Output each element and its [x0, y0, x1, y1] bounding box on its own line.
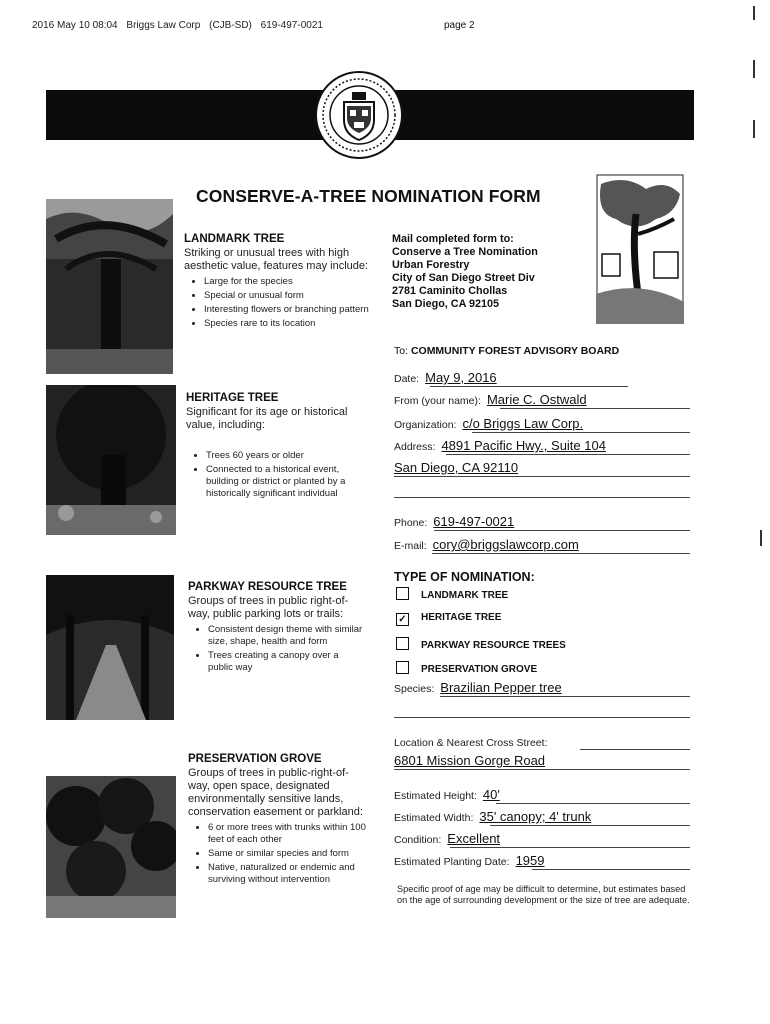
divider: [394, 717, 690, 718]
list-item: • Trees creating a canopy over a public way: [208, 650, 366, 674]
landmark-description: Striking or unusual trees with high aesthetic value, features may include:: [184, 247, 369, 272]
parkway-heading: PARKWAY RESOURCE TREE: [188, 581, 347, 593]
planting-date-label: Estimated Planting Date:: [394, 856, 510, 868]
organization-label: Organization:: [394, 419, 457, 431]
list-item: • Large for the species: [204, 276, 374, 288]
divider: [430, 386, 628, 387]
landmark-tree-photo: [46, 199, 173, 374]
list-item: • Connected to a historical event, building or district or planted by a historically significant individual: [206, 464, 371, 500]
condition-value[interactable]: Excellent: [447, 831, 501, 846]
date-value[interactable]: May 9, 2016: [425, 370, 497, 385]
heritage-description: Significant for its age or historical value, including:: [186, 406, 348, 431]
divider: [496, 803, 690, 804]
heritage-tree-photo: [46, 385, 176, 535]
email-label: E-mail:: [394, 540, 427, 552]
location-label: Location & Nearest Cross Street:: [394, 737, 548, 749]
list-item: • 6 or more trees with trunks within 100 feet of each other: [208, 822, 366, 846]
from-label: From (your name):: [394, 395, 481, 407]
preservation-grove-checkbox[interactable]: [396, 661, 537, 675]
scan-mark: [753, 60, 755, 78]
address-label: Address:: [394, 441, 436, 453]
heritage-bullets: [186, 450, 371, 500]
divider: [432, 553, 690, 554]
address2-value[interactable]: San Diego, CA 92110: [394, 460, 519, 475]
parkway-tree-photo: [46, 575, 174, 720]
checkbox-box[interactable]: [396, 587, 409, 600]
height-field[interactable]: [394, 787, 500, 802]
divider: [394, 497, 690, 498]
address2-field[interactable]: [394, 460, 518, 475]
mail-line: San Diego, CA 92105: [392, 298, 500, 310]
organization-value[interactable]: c/o Briggs Law Corp.: [462, 416, 584, 431]
checkbox-label: PARKWAY RESOURCE TREES: [421, 640, 566, 651]
divider: [450, 847, 690, 848]
checkbox-label: LANDMARK TREE: [421, 590, 509, 601]
divider: [394, 476, 690, 477]
phone-field[interactable]: [394, 514, 514, 529]
checkbox-label: HERITAGE TREE: [421, 612, 502, 623]
list-item: • Consistent design theme with similar size, shape, health and form: [208, 624, 366, 648]
location-label-row: [394, 737, 548, 749]
planting-date-value[interactable]: 1959: [515, 853, 545, 868]
divider: [580, 749, 690, 750]
phone-label: Phone:: [394, 517, 428, 529]
checkbox-checked-icon[interactable]: ✓: [396, 613, 409, 626]
scan-mark: [753, 120, 755, 138]
address-field[interactable]: [394, 438, 606, 453]
heritage-tree-checkbox[interactable]: [396, 612, 501, 626]
organization-field[interactable]: [394, 416, 583, 431]
width-field[interactable]: [394, 809, 591, 824]
list-item: • Trees 60 years or older: [206, 450, 371, 462]
width-label: Estimated Width:: [394, 812, 474, 824]
parkway-description: Groups of trees in public right-of-way, public parking lots or trails:: [188, 595, 349, 620]
divider: [434, 530, 690, 531]
phone-value[interactable]: 619-497-0021: [433, 514, 515, 529]
divider: [490, 825, 690, 826]
to-line: [394, 345, 619, 357]
width-value[interactable]: 35' canopy; 4' trunk: [479, 809, 592, 824]
scan-mark: [760, 530, 762, 546]
list-item: • Native, naturalized or endemic and surviving without intervention: [208, 862, 366, 886]
divider: [472, 432, 690, 433]
fax-sender: Briggs Law Corp: [126, 20, 201, 31]
divider: [440, 696, 690, 697]
list-item: • Same or similar species and form: [208, 848, 366, 860]
checkbox-box[interactable]: [396, 661, 409, 674]
species-field[interactable]: [394, 680, 562, 695]
city-seal-icon: [314, 70, 404, 160]
divider: [394, 769, 690, 770]
to-label: To:: [394, 345, 409, 357]
address-value[interactable]: 4891 Pacific Hwy., Suite 104: [441, 438, 606, 453]
parkway-bullets: [188, 624, 366, 674]
mail-to-address: [392, 233, 538, 311]
list-item: • Interesting flowers or branching pattern: [204, 304, 374, 316]
grove-bullets: [188, 822, 366, 886]
fax-phone: 619-497-0021: [260, 20, 323, 31]
list-item: • Special or unusual form: [204, 290, 374, 302]
species-label: Species:: [394, 683, 435, 695]
heritage-section: [186, 392, 371, 502]
landmark-bullets: [184, 276, 374, 330]
divider: [532, 869, 690, 870]
location-field[interactable]: [394, 753, 545, 768]
mail-line: Conserve a Tree Nomination: [392, 246, 538, 258]
condition-field[interactable]: [394, 831, 500, 846]
mail-line: City of San Diego Street Div: [392, 272, 535, 284]
scan-mark: [753, 6, 755, 20]
fax-header: [32, 20, 329, 31]
parkway-resource-checkbox[interactable]: [396, 637, 566, 651]
preservation-grove-photo: [46, 776, 176, 918]
form-title: CONSERVE-A-TREE NOMINATION FORM: [196, 186, 541, 206]
mail-line: 2781 Caminito Chollas: [392, 285, 508, 297]
nomination-heading: TYPE OF NOMINATION:: [394, 570, 535, 584]
location-value[interactable]: 6801 Mission Gorge Road: [394, 753, 546, 768]
date-label: Date:: [394, 373, 420, 385]
fax-code: (CJB-SD): [209, 20, 252, 31]
landmark-tree-checkbox[interactable]: [396, 587, 508, 601]
heritage-heading: HERITAGE TREE: [186, 392, 279, 404]
mail-line: Urban Forestry: [392, 259, 470, 271]
grove-description: Groups of trees in public-right-of-way, open space, designated environmentally sensitive lands, conservation easement or parkland:: [188, 767, 363, 818]
list-item: • Species rare to its location: [204, 318, 374, 330]
age-proof-note: Specific proof of age may be difficult to determine, but estimates based on the age of surrounding development or the size of tree are adequate.: [397, 884, 690, 905]
height-value[interactable]: 40': [482, 787, 500, 802]
landmark-heading: LANDMARK TREE: [184, 233, 285, 245]
grove-section: [188, 753, 366, 888]
fax-page-number: page 2: [444, 20, 475, 31]
tree-illustration-icon: [596, 174, 684, 324]
checkbox-label: PRESERVATION GROVE: [421, 664, 538, 675]
mail-line: Mail completed form to:: [392, 233, 514, 245]
email-value[interactable]: cory@briggslawcorp.com: [432, 537, 579, 552]
checkbox-box[interactable]: [396, 637, 409, 650]
planting-date-field[interactable]: [394, 853, 544, 868]
fax-date: 2016 May 10 08:04: [32, 20, 118, 31]
species-value[interactable]: Brazilian Pepper tree: [440, 680, 562, 695]
height-label: Estimated Height:: [394, 790, 477, 802]
divider: [446, 454, 690, 455]
from-field[interactable]: [394, 392, 587, 407]
divider: [500, 408, 690, 409]
email-field[interactable]: [394, 537, 579, 552]
condition-label: Condition:: [394, 834, 442, 846]
from-value[interactable]: Marie C. Ostwald: [486, 392, 587, 407]
date-field[interactable]: [394, 370, 497, 385]
parkway-section: [188, 581, 366, 676]
grove-heading: PRESERVATION GROVE: [188, 753, 322, 765]
to-value: COMMUNITY FOREST ADVISORY BOARD: [410, 345, 620, 357]
landmark-section: [184, 233, 374, 332]
